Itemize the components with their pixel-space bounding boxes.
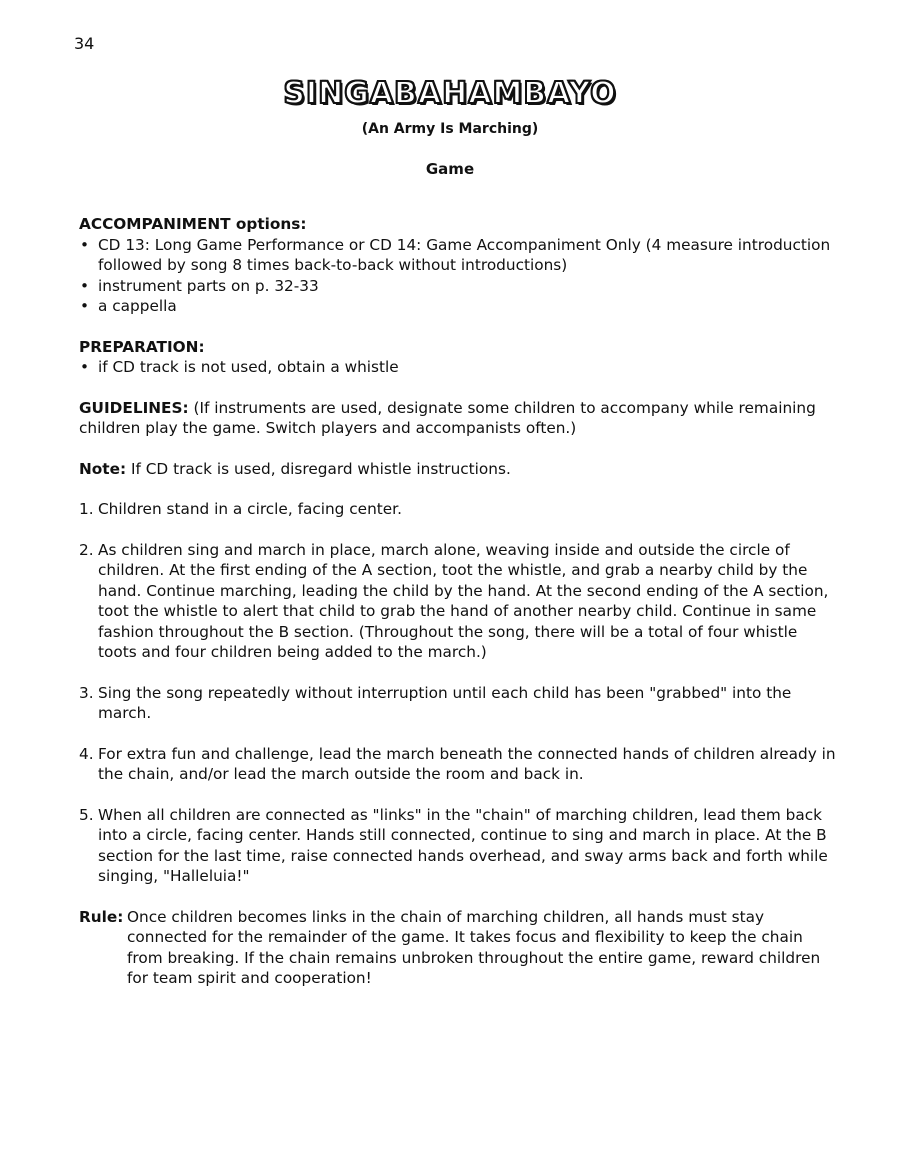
preparation-heading: PREPARATION: — [79, 337, 205, 356]
accompaniment-item-text: a cappella — [98, 297, 177, 315]
guidelines-text: (If instruments are used, designate some children to accompany while remaining children play the game. Switch players and accompanists often.) — [79, 398, 816, 437]
bullet-icon: • — [80, 235, 90, 254]
step-item — [79, 683, 839, 724]
page-number: 34 — [74, 34, 95, 53]
rule-paragraph — [79, 907, 839, 989]
accompaniment-item — [79, 276, 839, 297]
accompaniment-item-text: instrument parts on p. 32-33 — [98, 276, 319, 295]
step-number: 3. — [79, 683, 94, 702]
step-text: Children stand in a circle, facing center. — [98, 500, 402, 518]
song-title: SINGABAHAMBAYO — [283, 76, 617, 111]
step-text: When all children are connected as "links" in the "chain" of marching children, lead them back into a circle, facing center. Hands still connected, continue to sing and march in place. At the B section for the last time, raise connected hands overhead, and sway arms back and forth while singing, "Halleluia!" — [98, 805, 828, 885]
guidelines-paragraph — [79, 398, 839, 439]
preparation-list — [79, 357, 839, 378]
rule-label: Rule: — [79, 907, 124, 926]
rule-text: Once children becomes links in the chain of marching children, all hands must stay connected for the remainder of the game. It takes focus and flexibility to keep the chain from breaking. If the chain remains unbroken throughout the entire game, reward children for team spirit and cooperation! — [127, 907, 821, 987]
step-text: Sing the song repeatedly without interruption until each child has been "grabbed" into the march. — [98, 683, 792, 722]
accompaniment-item — [79, 296, 839, 317]
step-text: For extra fun and challenge, lead the march beneath the connected hands of children already in the chain, and/or lead the march outside the room and back in. — [98, 744, 836, 783]
activity-type: Game — [425, 160, 475, 178]
guidelines-label: GUIDELINES: — [79, 398, 189, 417]
note-text: If CD track is used, disregard whistle instructions. — [126, 459, 511, 478]
step-number: 2. — [79, 540, 94, 559]
song-subtitle: (An Army Is Marching) — [361, 121, 539, 137]
bullet-icon: • — [80, 297, 90, 315]
step-item — [79, 744, 839, 785]
step-number: 4. — [79, 744, 94, 763]
step-item — [79, 499, 839, 520]
accompaniment-item — [79, 235, 839, 276]
preparation-item-text: if CD track is not used, obtain a whistle — [98, 358, 399, 376]
preparation-item — [79, 357, 839, 378]
accompaniment-item-text: CD 13: Long Game Performance or CD 14: Game Accompaniment Only (4 measure introduction followed by song 8 times back-to-back without introductions) — [98, 235, 831, 274]
note-paragraph — [79, 459, 839, 480]
step-item — [79, 540, 839, 663]
accompaniment-list — [79, 235, 839, 317]
step-item — [79, 805, 839, 887]
page-content — [79, 214, 839, 989]
accompaniment-heading: ACCOMPANIMENT options: — [79, 215, 307, 233]
step-number: 5. — [79, 805, 94, 824]
step-text: As children sing and march in place, march alone, weaving inside and outside the circle of children. At the first ending of the A section, toot the whistle, and grab a nearby child by the hand. Continue marching, leading the child by the hand. At the second ending of the A section, toot the whistle to alert that child to grab the hand of another nearby child. Continue in same fashion throughout the B section. (Throughout the song, there will be a total of four whistle toots and four children being added to the march.) — [98, 540, 829, 661]
bullet-icon: • — [80, 358, 90, 376]
steps-list — [79, 499, 839, 887]
note-label: Note: — [79, 459, 127, 478]
step-number: 1. — [79, 500, 94, 518]
bullet-icon: • — [80, 276, 90, 295]
